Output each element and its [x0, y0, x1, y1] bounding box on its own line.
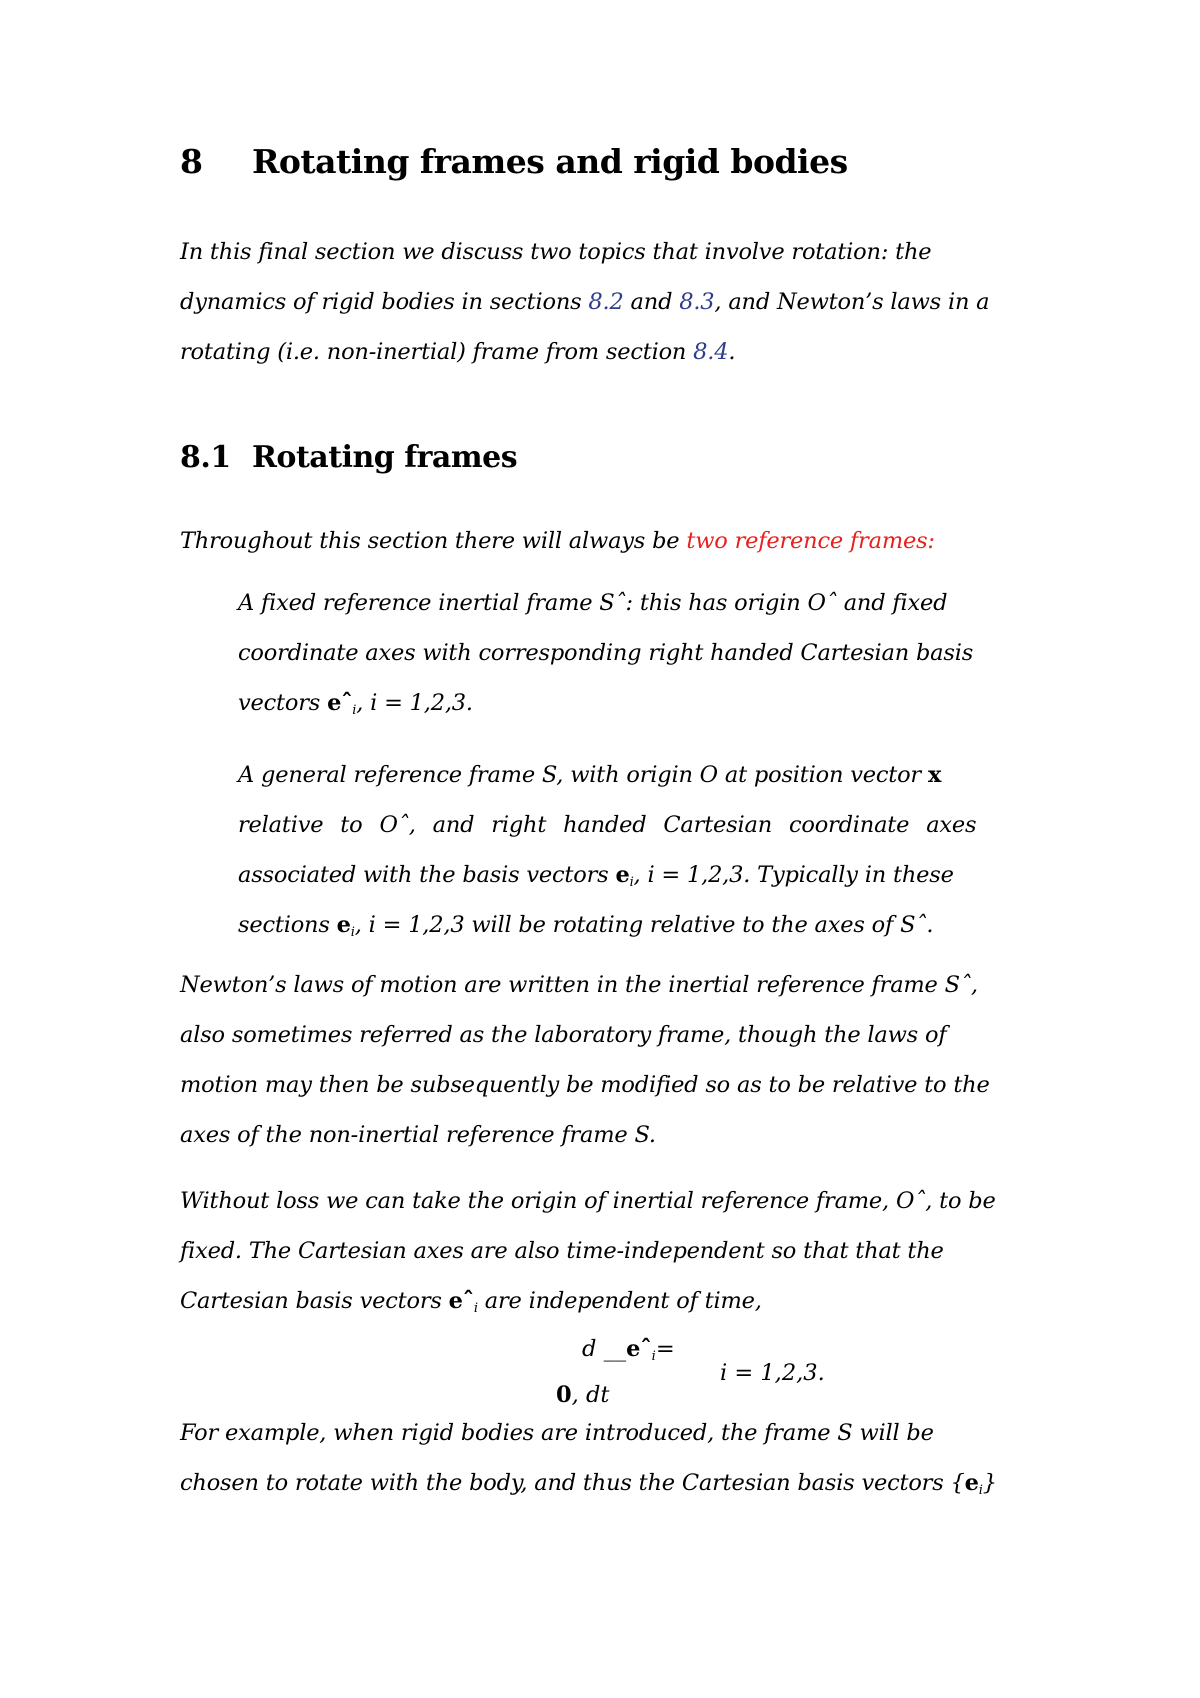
subscript: i: [473, 1301, 478, 1316]
general-frame-paragraph: [238, 750, 1030, 950]
zero-vector: 0: [556, 1382, 572, 1408]
basis-vector: e: [964, 1470, 979, 1496]
highlight-text: two reference frames:: [686, 528, 935, 554]
general-frame-line: [238, 750, 1030, 800]
intro-text: .: [728, 339, 736, 365]
fixed-frame-text: vectors: [238, 690, 328, 716]
intro-line: [180, 277, 1030, 327]
general-frame-line: relative to Oˆ, and right handed Cartesian coordinate axes: [238, 812, 977, 838]
fixed-frame-line: [238, 678, 1030, 728]
example-text: }: [982, 1470, 997, 1496]
basis-vector: eˆ: [448, 1288, 474, 1314]
subsection-number: 8.1: [180, 440, 231, 475]
equation-equals: =: [655, 1336, 675, 1362]
basis-vector: e: [615, 862, 630, 888]
example-line: For example, when rigid bodies are introduced, the frame S will be: [180, 1420, 934, 1446]
intro-line: [180, 327, 1030, 377]
without-loss-line: fixed. The Cartesian axes are also time-independent so that that the: [180, 1238, 944, 1264]
equation-numerator: [582, 1336, 675, 1362]
general-frame-line: [238, 900, 1030, 950]
general-frame-text: , i = 1,2,3. Typically in these: [633, 862, 954, 888]
without-loss-text: are independent of time,: [477, 1288, 762, 1314]
general-frame-text: associated with the basis vectors: [238, 862, 616, 888]
section-heading: [180, 142, 848, 181]
position-vector: x: [927, 762, 942, 788]
intro-paragraph: [180, 227, 1030, 377]
equation-d: d: [582, 1336, 604, 1362]
general-frame-text: , i = 1,2,3 will be rotating relative to the axes of Sˆ.: [354, 912, 934, 938]
intro-text: dynamics of rigid bodies in sections: [180, 289, 589, 315]
general-frame-text: A general reference frame S, with origin O at position vector: [238, 762, 928, 788]
subscript: i: [651, 1349, 656, 1364]
subsection-heading: [180, 440, 517, 475]
throughout-line: [180, 516, 1030, 566]
without-loss-paragraph: [180, 1176, 1030, 1326]
general-frame-line: [238, 850, 1030, 900]
newton-paragraph: [180, 960, 1030, 1160]
without-loss-text: Cartesian basis vectors: [180, 1288, 449, 1314]
fixed-frame-line: coordinate axes with corresponding right handed Cartesian basis: [238, 640, 974, 666]
section-link-8-3[interactable]: 8.3: [679, 289, 715, 315]
equation-rule: __: [603, 1336, 627, 1362]
intro-line: In this final section we discuss two topics that involve rotation: the: [180, 239, 932, 265]
subscript: i: [350, 925, 355, 940]
fixed-frame-line: A fixed reference inertial frame Sˆ: this has origin Oˆ and fixed: [238, 590, 948, 616]
intro-text: rotating (i.e. non-inertial) frame from section: [180, 339, 694, 365]
newton-line: axes of the non-inertial reference frame S.: [180, 1122, 656, 1148]
section-title: Rotating frames and rigid bodies: [252, 142, 848, 181]
intro-text: and: [623, 289, 680, 315]
without-loss-line: Without loss we can take the origin of inertial reference frame, Oˆ, to be: [180, 1188, 996, 1214]
fixed-frame-paragraph: [238, 578, 1030, 728]
equation-dt: , dt: [571, 1382, 610, 1408]
example-paragraph: [180, 1408, 1030, 1508]
basis-vector: eˆ: [327, 690, 353, 716]
throughout-text: Throughout this section there will always be: [180, 528, 687, 554]
newton-line: motion may then be subsequently be modified so as to be relative to the: [180, 1072, 990, 1098]
subscript: i: [352, 703, 357, 718]
subscript: i: [629, 875, 634, 890]
equation-index-range: i = 1,2,3.: [720, 1360, 825, 1386]
section-number: 8: [180, 142, 203, 181]
equation-denominator: [556, 1382, 609, 1408]
without-loss-line: [180, 1276, 1030, 1326]
example-text: chosen to rotate with the body, and thus the Cartesian basis vectors {: [180, 1470, 965, 1496]
newton-line: Newton’s laws of motion are written in the inertial reference frame Sˆ,: [180, 972, 978, 998]
subscript: i: [978, 1483, 983, 1498]
section-link-8-2[interactable]: 8.2: [588, 289, 624, 315]
fixed-frame-text: , i = 1,2,3.: [356, 690, 473, 716]
general-frame-text: sections: [238, 912, 337, 938]
section-link-8-4[interactable]: 8.4: [693, 339, 729, 365]
newton-line: also sometimes referred as the laboratory frame, though the laws of: [180, 1022, 947, 1048]
example-line: [180, 1458, 1030, 1508]
intro-text: , and Newton’s laws in a: [714, 289, 990, 315]
basis-vector: eˆ: [626, 1336, 652, 1362]
subsection-title: Rotating frames: [252, 440, 518, 475]
throughout-paragraph: [180, 516, 1030, 566]
basis-vector: e: [336, 912, 351, 938]
